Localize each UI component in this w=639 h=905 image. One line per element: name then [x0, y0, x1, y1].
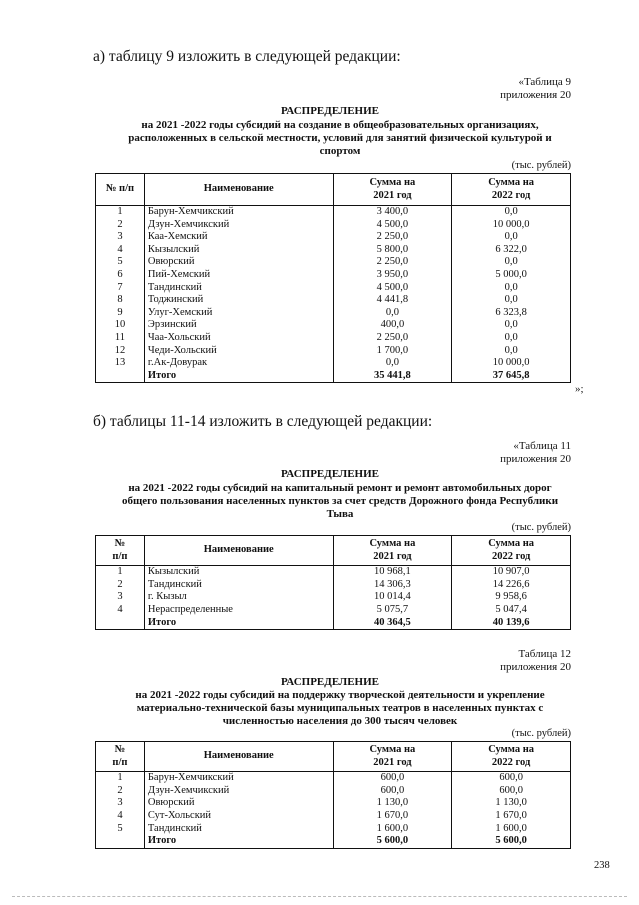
row-2022-value: 5 047,4	[452, 604, 571, 617]
row-number: 6	[96, 269, 145, 282]
row-name: Тандинский	[144, 282, 333, 295]
col-num: № п/п	[96, 174, 145, 206]
col-2022: Сумма на 2022 год	[452, 536, 571, 566]
col-2022: Сумма на 2022 год	[452, 174, 571, 206]
row-2021-value: 10 014,4	[333, 591, 452, 604]
row-name: Эрзинский	[144, 319, 333, 332]
row-name: Тандинский	[144, 823, 333, 836]
total-2021: 35 441,8	[333, 370, 452, 383]
row-number: 4	[96, 604, 145, 617]
row-name: г. Кызыл	[144, 591, 333, 604]
total-label: Итого	[144, 617, 333, 630]
row-number: 1	[96, 206, 145, 219]
total-label: Итого	[144, 370, 333, 383]
table-row	[96, 823, 571, 836]
table-row	[96, 294, 571, 307]
row-2022-value: 0,0	[452, 206, 571, 219]
table12-title: РАСПРЕДЕЛЕНИЕ	[280, 676, 379, 688]
total-2022: 40 139,6	[452, 617, 571, 630]
total-2022: 5 600,0	[452, 835, 571, 848]
row-2021-value: 4 500,0	[333, 219, 452, 232]
row-2021-value: 2 250,0	[333, 231, 452, 244]
col-name: Наименование	[144, 742, 333, 772]
row-number: 3	[96, 797, 145, 810]
table-row	[96, 604, 571, 617]
row-number: 2	[96, 219, 145, 232]
table-row	[96, 219, 571, 232]
row-number: 5	[96, 256, 145, 269]
row-2021-value: 1 670,0	[333, 810, 452, 823]
total-2021: 5 600,0	[333, 835, 452, 848]
row-2022-value: 9 958,6	[452, 591, 571, 604]
row-number: 10	[96, 319, 145, 332]
table-row	[96, 566, 571, 579]
row-name: Барун-Хемчикский	[144, 772, 333, 785]
row-name: Кызылский	[144, 566, 333, 579]
row-name: Овюрский	[144, 797, 333, 810]
row-2022-value: 1 670,0	[452, 810, 571, 823]
total-row	[96, 370, 571, 383]
table-row	[96, 591, 571, 604]
row-name: г.Ак-Довурак	[144, 357, 333, 370]
row-name: Улуг-Хемский	[144, 307, 333, 320]
table9-ref	[500, 76, 571, 102]
section-a-heading: а) таблицу 9 изложить в следующей редакции:	[93, 48, 401, 65]
table-row	[96, 810, 571, 823]
row-2021-value: 0,0	[333, 357, 452, 370]
row-number: 4	[96, 244, 145, 257]
table-row	[96, 319, 571, 332]
row-2022-value: 0,0	[452, 256, 571, 269]
row-2021-value: 600,0	[333, 772, 452, 785]
row-number: 2	[96, 579, 145, 592]
total-label: Итого	[144, 835, 333, 848]
table12-ref-line2: приложения 20	[500, 661, 571, 673]
row-name: Дзун-Хемчикский	[144, 785, 333, 798]
row-2022-value: 0,0	[452, 294, 571, 307]
row-number: 4	[96, 810, 145, 823]
row-2021-value: 1 130,0	[333, 797, 452, 810]
table-row	[96, 269, 571, 282]
table11-ref-line2: приложения 20	[500, 453, 571, 465]
table12-ref-line1: Таблица 12	[518, 648, 571, 660]
row-number: 7	[96, 282, 145, 295]
row-number: 2	[96, 785, 145, 798]
row-name: Барун-Хемчикский	[144, 206, 333, 219]
row-2021-value: 10 968,1	[333, 566, 452, 579]
row-number: 13	[96, 357, 145, 370]
row-number: 1	[96, 566, 145, 579]
row-name: Дзун-Хемчикский	[144, 219, 333, 232]
row-2022-value: 0,0	[452, 319, 571, 332]
row-2021-value: 1 700,0	[333, 345, 452, 358]
table9-subtitle: на 2021 -2022 годы субсидий на создание в общеобразовательных организациях, расположенных в сельской местности, условий для занятий физической культурой и спортом	[128, 119, 552, 157]
table11-subtitle: на 2021 -2022 годы субсидий на капитальный ремонт и ремонт автомобильных дорог общего пользования населенных пунктов за счет средств Дорожного фонда Республики Тыва	[121, 482, 559, 520]
row-number: 9	[96, 307, 145, 320]
row-name: Кызылский	[144, 244, 333, 257]
row-2021-value: 5 800,0	[333, 244, 452, 257]
table11-ref	[500, 440, 571, 466]
table9-tail: »;	[575, 383, 584, 395]
row-2022-value: 0,0	[452, 345, 571, 358]
table9	[95, 173, 571, 383]
table-row	[96, 357, 571, 370]
col-2021: Сумма на 2021 год	[333, 174, 452, 206]
row-2022-value: 10 000,0	[452, 219, 571, 232]
col-2021: Сумма на 2021 год	[333, 536, 452, 566]
table-row	[96, 231, 571, 244]
row-2022-value: 5 000,0	[452, 269, 571, 282]
table-row	[96, 244, 571, 257]
col-name: Наименование	[144, 174, 333, 206]
row-2021-value: 4 441,8	[333, 294, 452, 307]
table-row	[96, 797, 571, 810]
page-number: 238	[594, 860, 610, 871]
table-row	[96, 332, 571, 345]
row-2022-value: 6 322,0	[452, 244, 571, 257]
table12	[95, 741, 571, 849]
row-2021-value: 2 250,0	[333, 256, 452, 269]
row-name: Тандинский	[144, 579, 333, 592]
row-name: Нераспределенные	[144, 604, 333, 617]
table-row	[96, 206, 571, 219]
table-row	[96, 772, 571, 785]
row-number: 8	[96, 294, 145, 307]
row-2022-value: 0,0	[452, 332, 571, 345]
row-2022-value: 1 600,0	[452, 823, 571, 836]
table-row	[96, 256, 571, 269]
row-name: Сут-Хольский	[144, 810, 333, 823]
row-number: 1	[96, 772, 145, 785]
row-2021-value: 14 306,3	[333, 579, 452, 592]
table12-subtitle: на 2021 -2022 годы субсидий на поддержку творческой деятельности и укрепление материально-технической базы муниципальных театров в населенных пунктах с численностью населения до 300 тысяч человек	[135, 689, 545, 727]
row-2022-value: 10 907,0	[452, 566, 571, 579]
total-empty	[96, 835, 145, 848]
table-row	[96, 785, 571, 798]
total-empty	[96, 617, 145, 630]
row-number: 3	[96, 231, 145, 244]
table9-ref-line2: приложения 20	[500, 89, 571, 101]
row-number: 5	[96, 823, 145, 836]
table12-unit: (тыс. рублей)	[511, 728, 571, 739]
row-2022-value: 1 130,0	[452, 797, 571, 810]
row-2022-value: 6 323,8	[452, 307, 571, 320]
table-row	[96, 579, 571, 592]
row-name: Тоджинский	[144, 294, 333, 307]
row-2021-value: 4 500,0	[333, 282, 452, 295]
row-2022-value: 14 226,6	[452, 579, 571, 592]
table11-title: РАСПРЕДЕЛЕНИЕ	[280, 468, 379, 480]
row-name: Овюрский	[144, 256, 333, 269]
col-num: № п/п	[96, 742, 145, 772]
row-2022-value: 600,0	[452, 772, 571, 785]
row-name: Чеди-Хольский	[144, 345, 333, 358]
table12-ref	[500, 648, 571, 674]
total-empty	[96, 370, 145, 383]
table9-unit: (тыс. рублей)	[511, 160, 571, 171]
row-2021-value: 0,0	[333, 307, 452, 320]
page-bottom-edge	[12, 896, 627, 897]
table11	[95, 535, 571, 630]
row-name: Чаа-Хольский	[144, 332, 333, 345]
row-2021-value: 400,0	[333, 319, 452, 332]
col-num: № п/п	[96, 536, 145, 566]
row-2021-value: 1 600,0	[333, 823, 452, 836]
total-row	[96, 617, 571, 630]
section-b-heading: б) таблицы 11-14 изложить в следующей редакции:	[93, 413, 433, 430]
table-row	[96, 345, 571, 358]
row-2021-value: 3 400,0	[333, 206, 452, 219]
row-2021-value: 5 075,7	[333, 604, 452, 617]
table11-unit: (тыс. рублей)	[511, 522, 571, 533]
row-name: Каа-Хемский	[144, 231, 333, 244]
total-2021: 40 364,5	[333, 617, 452, 630]
row-number: 3	[96, 591, 145, 604]
row-2022-value: 0,0	[452, 282, 571, 295]
total-row	[96, 835, 571, 848]
total-2022: 37 645,8	[452, 370, 571, 383]
row-2021-value: 600,0	[333, 785, 452, 798]
col-2022: Сумма на 2022 год	[452, 742, 571, 772]
col-2021: Сумма на 2021 год	[333, 742, 452, 772]
row-2021-value: 2 250,0	[333, 332, 452, 345]
row-2022-value: 10 000,0	[452, 357, 571, 370]
row-2022-value: 0,0	[452, 231, 571, 244]
table-row	[96, 282, 571, 295]
row-2021-value: 3 950,0	[333, 269, 452, 282]
col-name: Наименование	[144, 536, 333, 566]
table9-title: РАСПРЕДЕЛЕНИЕ	[280, 105, 379, 117]
table-row	[96, 307, 571, 320]
row-number: 12	[96, 345, 145, 358]
row-name: Пий-Хемский	[144, 269, 333, 282]
table9-ref-line1: «Таблица 9	[518, 76, 571, 88]
row-number: 11	[96, 332, 145, 345]
row-2022-value: 600,0	[452, 785, 571, 798]
table11-ref-line1: «Таблица 11	[513, 440, 571, 452]
